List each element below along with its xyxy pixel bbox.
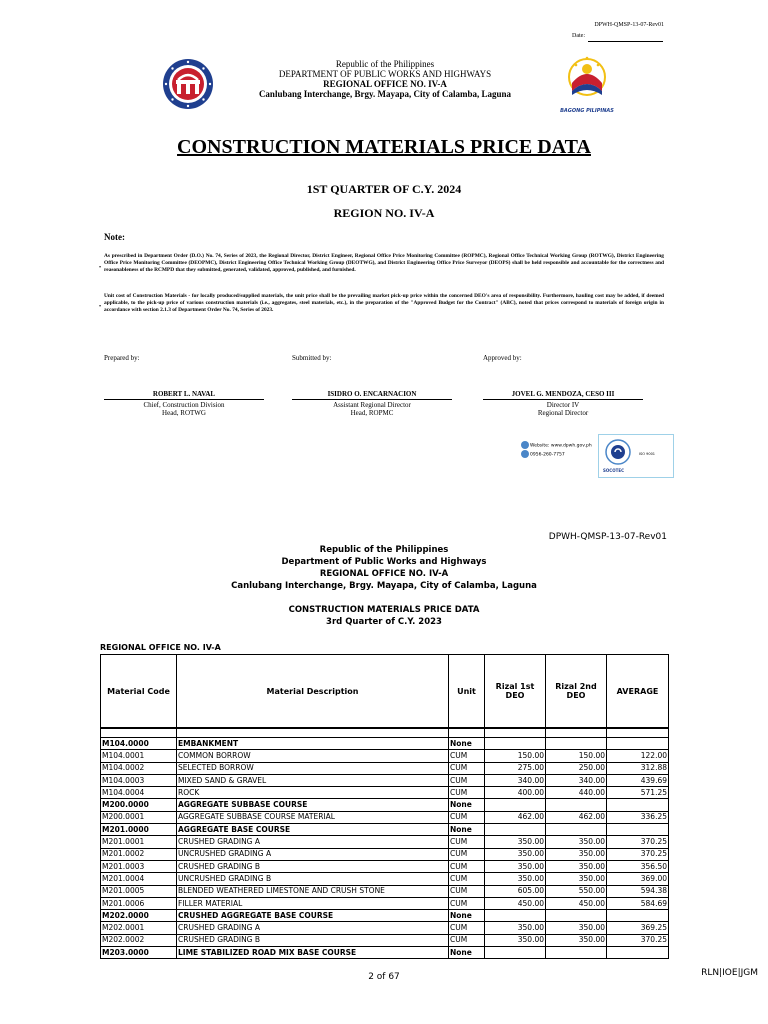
cell-material-code: M201.0003 <box>101 860 177 872</box>
cell-average: 369.00 <box>607 873 669 885</box>
cell-average: 122.00 <box>607 750 669 762</box>
agency-header-page2 <box>0 544 768 592</box>
cell-rizal-1st: 350.00 <box>485 836 546 848</box>
table-row <box>101 922 669 934</box>
certification-badge <box>598 434 674 478</box>
cell-rizal-1st: 350.00 <box>485 934 546 946</box>
cell-average <box>607 738 669 750</box>
column-header: Material Code <box>101 655 177 729</box>
table-row <box>101 860 669 872</box>
table-row <box>101 910 669 922</box>
footer-initials: RLN|IOE|JGM <box>701 968 758 978</box>
cell-description: CRUSHED GRADING B <box>177 934 449 946</box>
cert-label: SOCOTEC <box>603 468 625 473</box>
region-title: REGION NO. IV-A <box>333 206 435 220</box>
cell-material-code: M203.0000 <box>101 947 177 959</box>
cell-material-code: M104.0000 <box>101 738 177 750</box>
cell-unit: CUM <box>449 922 485 934</box>
table-row <box>101 934 669 946</box>
cell-rizal-1st: 350.00 <box>485 848 546 860</box>
cell-unit: CUM <box>449 848 485 860</box>
bagong-pilipinas-text: BAGONG PILIPINAS <box>560 108 614 114</box>
cell-description: CRUSHED AGGREGATE BASE COURSE <box>177 910 449 922</box>
cell-material-code: M104.0001 <box>101 750 177 762</box>
column-header: Unit <box>449 655 485 729</box>
cell-rizal-2nd: 462.00 <box>546 811 607 823</box>
cell-material-code: M201.0006 <box>101 897 177 909</box>
cell-material-code: M201.0004 <box>101 873 177 885</box>
cell-average: 356.50 <box>607 860 669 872</box>
date-field-line <box>588 41 663 42</box>
table-row <box>101 811 669 823</box>
page-number: 2 of 67 <box>368 972 400 982</box>
table-row <box>101 799 669 811</box>
price-data-title <box>0 604 768 628</box>
cell-rizal-1st <box>485 910 546 922</box>
signatory-name: ROBERT L. NAVAL <box>104 390 264 400</box>
cell-material-code: M201.0002 <box>101 848 177 860</box>
cell-rizal-1st: 400.00 <box>485 787 546 799</box>
signatory-role: Head, ROPMC <box>350 409 394 417</box>
cell-description: AGGREGATE BASE COURSE <box>177 824 449 836</box>
cell-material-code: M201.0001 <box>101 836 177 848</box>
prepared-by-label: Prepared by: <box>104 354 140 362</box>
cell-material-code: M202.0002 <box>101 934 177 946</box>
submitted-by-label: Submitted by: <box>292 354 332 362</box>
cell-unit: None <box>449 738 485 750</box>
cell-rizal-2nd: 350.00 <box>546 848 607 860</box>
cell-material-code: M201.0000 <box>101 824 177 836</box>
cell-unit: CUM <box>449 860 485 872</box>
cell-material-code: M200.0000 <box>101 799 177 811</box>
signatory-title: Chief, Construction Division <box>143 401 225 409</box>
cell-material-code: M202.0001 <box>101 922 177 934</box>
cell-description: EMBANKMENT <box>177 738 449 750</box>
cell-average: 370.25 <box>607 848 669 860</box>
cell-unit: CUM <box>449 762 485 774</box>
cell-rizal-2nd: 550.00 <box>546 885 607 897</box>
table-row <box>101 947 669 959</box>
cell-rizal-2nd: 350.00 <box>546 836 607 848</box>
cell-material-code: M202.0000 <box>101 910 177 922</box>
cell-unit: CUM <box>449 774 485 786</box>
cell-description: UNCRUSHED GRADING B <box>177 873 449 885</box>
bullet-icon: • <box>99 304 102 310</box>
signatory-name: ISIDRO O. ENCARNACION <box>292 390 452 400</box>
date-label: Date: <box>572 33 585 39</box>
table-row <box>101 762 669 774</box>
cell-description: ROCK <box>177 787 449 799</box>
agency-header <box>220 59 550 99</box>
table-row <box>101 897 669 909</box>
table-row <box>101 836 669 848</box>
cell-average: 370.25 <box>607 836 669 848</box>
note-paragraph-responsibility: As prescribed in Department Order (D.O.) No. 74, Series of 2023, the Regional Director, District Engineer, Regional Office Price Monitoring Committee (ROPMC), Regional Office Technical Working Group (ROTWG), District Engineering Office Price Monitoring Committee (DEOPMC), District Engineering Office Technical Working Group (DEOTWG), and District Engineering Office Price Surveyor (DEOPS) shall be held responsible and accountable for the correctness and reasonableness of the RCMPD that they submitted, generated, validated, approved, published, and furnished. <box>104 253 664 273</box>
cell-unit: CUM <box>449 873 485 885</box>
cell-rizal-2nd: 350.00 <box>546 934 607 946</box>
cell-rizal-1st: 462.00 <box>485 811 546 823</box>
cell-description: BLENDED WEATHERED LIMESTONE AND CRUSH STONE <box>177 885 449 897</box>
quarter-title: 1ST QUARTER OF C.Y. 2024 <box>306 182 462 196</box>
table-row <box>101 885 669 897</box>
document-code: DPWH-QMSP-13-07-Rev01 <box>594 22 664 28</box>
table-row <box>101 738 669 750</box>
cell-rizal-2nd: 450.00 <box>546 897 607 909</box>
cell-description: AGGREGATE SUBBASE COURSE MATERIAL <box>177 811 449 823</box>
cell-rizal-2nd <box>546 947 607 959</box>
cell-description: LIME STABILIZED ROAD MIX BASE COURSE <box>177 947 449 959</box>
globe-icon <box>521 441 529 449</box>
signature-approved <box>483 390 643 417</box>
cell-rizal-1st <box>485 947 546 959</box>
header-regional-office: REGIONAL OFFICE NO. IV-A <box>319 569 449 579</box>
note-label: Note: <box>104 232 125 242</box>
cell-description: FILLER MATERIAL <box>177 897 449 909</box>
cell-average: 336.25 <box>607 811 669 823</box>
cell-average <box>607 910 669 922</box>
cell-rizal-1st <box>485 799 546 811</box>
header-regional-office: REGIONAL OFFICE NO. IV-A <box>323 79 447 89</box>
cell-unit: CUM <box>449 750 485 762</box>
cell-material-code: M104.0003 <box>101 774 177 786</box>
bullet-icon: • <box>99 265 102 271</box>
cell-unit: None <box>449 910 485 922</box>
header-republic: Republic of the Philippines <box>335 59 435 69</box>
cell-rizal-1st: 275.00 <box>485 762 546 774</box>
cell-material-code: M201.0005 <box>101 885 177 897</box>
cell-material-code: M104.0002 <box>101 762 177 774</box>
phone-text: 0956-260-7757 <box>530 452 565 457</box>
cell-average: 584.69 <box>607 897 669 909</box>
spacer-row <box>101 728 669 738</box>
cell-rizal-1st <box>485 824 546 836</box>
approved-by-label: Approved by: <box>483 354 522 362</box>
table-row <box>101 824 669 836</box>
cell-unit: CUM <box>449 885 485 897</box>
cell-description: SELECTED BORROW <box>177 762 449 774</box>
socotec-cert-icon <box>605 439 631 465</box>
cell-unit: CUM <box>449 934 485 946</box>
cell-rizal-1st: 150.00 <box>485 750 546 762</box>
document-title: CONSTRUCTION MATERIALS PRICE DATA <box>177 136 591 158</box>
cell-average <box>607 824 669 836</box>
bagong-pilipinas-emblem-icon <box>560 55 614 103</box>
cell-rizal-1st <box>485 738 546 750</box>
cell-description: MIXED SAND & GRAVEL <box>177 774 449 786</box>
table-row <box>101 787 669 799</box>
cell-rizal-2nd: 250.00 <box>546 762 607 774</box>
cell-material-code: M200.0001 <box>101 811 177 823</box>
cell-average: 594.38 <box>607 885 669 897</box>
cell-rizal-2nd: 350.00 <box>546 873 607 885</box>
column-header: AVERAGE <box>607 655 669 729</box>
table-header-row <box>101 655 669 729</box>
iso-label: ISO 9001 <box>639 452 656 456</box>
cell-material-code: M104.0004 <box>101 787 177 799</box>
signatory-role: Regional Director <box>537 409 589 417</box>
cell-average <box>607 947 669 959</box>
cell-rizal-1st: 340.00 <box>485 774 546 786</box>
price-table <box>100 654 669 959</box>
cell-rizal-2nd: 350.00 <box>546 922 607 934</box>
cell-rizal-1st: 350.00 <box>485 860 546 872</box>
dpwh-seal-icon <box>162 58 214 110</box>
cell-rizal-2nd <box>546 824 607 836</box>
column-header: Rizal 2nd DEO <box>546 655 607 729</box>
cell-description: CRUSHED GRADING A <box>177 836 449 848</box>
phone-icon <box>521 450 529 458</box>
page2-title: CONSTRUCTION MATERIALS PRICE DATA <box>288 605 480 615</box>
table-row <box>101 750 669 762</box>
signatory-role: Head, ROTWG <box>162 409 206 417</box>
cell-description: CRUSHED GRADING B <box>177 860 449 872</box>
signatory-title: Assistant Regional Director <box>333 401 411 409</box>
cell-unit: CUM <box>449 787 485 799</box>
cell-unit: CUM <box>449 811 485 823</box>
table-row <box>101 873 669 885</box>
cell-average: 439.69 <box>607 774 669 786</box>
contact-info <box>521 441 592 458</box>
cell-rizal-1st: 350.00 <box>485 873 546 885</box>
cell-description: AGGREGATE SUBBASE COURSE <box>177 799 449 811</box>
header-republic: Republic of the Philippines <box>319 545 449 555</box>
cell-average: 312.88 <box>607 762 669 774</box>
cell-description: COMMON BORROW <box>177 750 449 762</box>
header-department: DEPARTMENT OF PUBLIC WORKS AND HIGHWAYS <box>278 69 492 79</box>
header-department: Department of Public Works and Highways <box>281 557 487 567</box>
cell-average <box>607 799 669 811</box>
cell-unit: None <box>449 947 485 959</box>
region-label: REGIONAL OFFICE NO. IV-A <box>100 643 221 652</box>
cell-rizal-2nd <box>546 738 607 750</box>
cell-average: 370.25 <box>607 934 669 946</box>
table-body <box>101 728 669 959</box>
column-header: Material Description <box>177 655 449 729</box>
cell-rizal-1st: 350.00 <box>485 922 546 934</box>
cell-average: 571.25 <box>607 787 669 799</box>
cell-rizal-2nd: 340.00 <box>546 774 607 786</box>
cell-rizal-2nd: 350.00 <box>546 860 607 872</box>
cell-rizal-1st: 605.00 <box>485 885 546 897</box>
cell-rizal-2nd: 440.00 <box>546 787 607 799</box>
cell-average: 369.25 <box>607 922 669 934</box>
cell-unit: CUM <box>449 836 485 848</box>
cell-rizal-2nd: 150.00 <box>546 750 607 762</box>
document-code-page2: DPWH-QMSP-13-07-Rev01 <box>548 532 667 542</box>
signatory-title: Director IV <box>546 401 580 409</box>
table-row <box>101 848 669 860</box>
header-address: Canlubang Interchange, Brgy. Mayapa, City of Calamba, Laguna <box>258 89 512 99</box>
cell-unit: None <box>449 799 485 811</box>
page2-quarter: 3rd Quarter of C.Y. 2023 <box>326 617 442 627</box>
cell-rizal-2nd <box>546 910 607 922</box>
cell-description: UNCRUSHED GRADING A <box>177 848 449 860</box>
bagong-pilipinas-logo <box>560 55 614 113</box>
cell-rizal-1st: 450.00 <box>485 897 546 909</box>
header-address: Canlubang Interchange, Brgy. Mayapa, City of Calamba, Laguna <box>231 581 537 591</box>
note-paragraph-unit-cost: Unit cost of Construction Materials - for locally produced/supplied materials, the unit price shall be the prevailing market pick-up price within the concerned DEO's area of responsibility. Furthermore, hauling cost may be added, if deemed applicable, to the pick-up price of various construction materials (i.e., aggregates, steel materials, etc.), in the preparation of the "Approved Budget for the Contract" (ABC), noted that prices correspond to materials of foreign origin in accordance with section 2.1.3 of Department Order No. 74, Series of 2023. <box>104 293 664 313</box>
signature-submitted <box>292 390 452 417</box>
cell-unit: None <box>449 824 485 836</box>
cell-rizal-2nd <box>546 799 607 811</box>
cell-description: CRUSHED GRADING A <box>177 922 449 934</box>
signatory-name: JOVEL G. MENDOZA, CESO III <box>483 390 643 400</box>
signature-prepared <box>104 390 264 417</box>
table-row <box>101 774 669 786</box>
website-text: Website: www.dpwh.gov.ph <box>530 443 592 449</box>
column-header: Rizal 1st DEO <box>485 655 546 729</box>
cell-unit: CUM <box>449 897 485 909</box>
